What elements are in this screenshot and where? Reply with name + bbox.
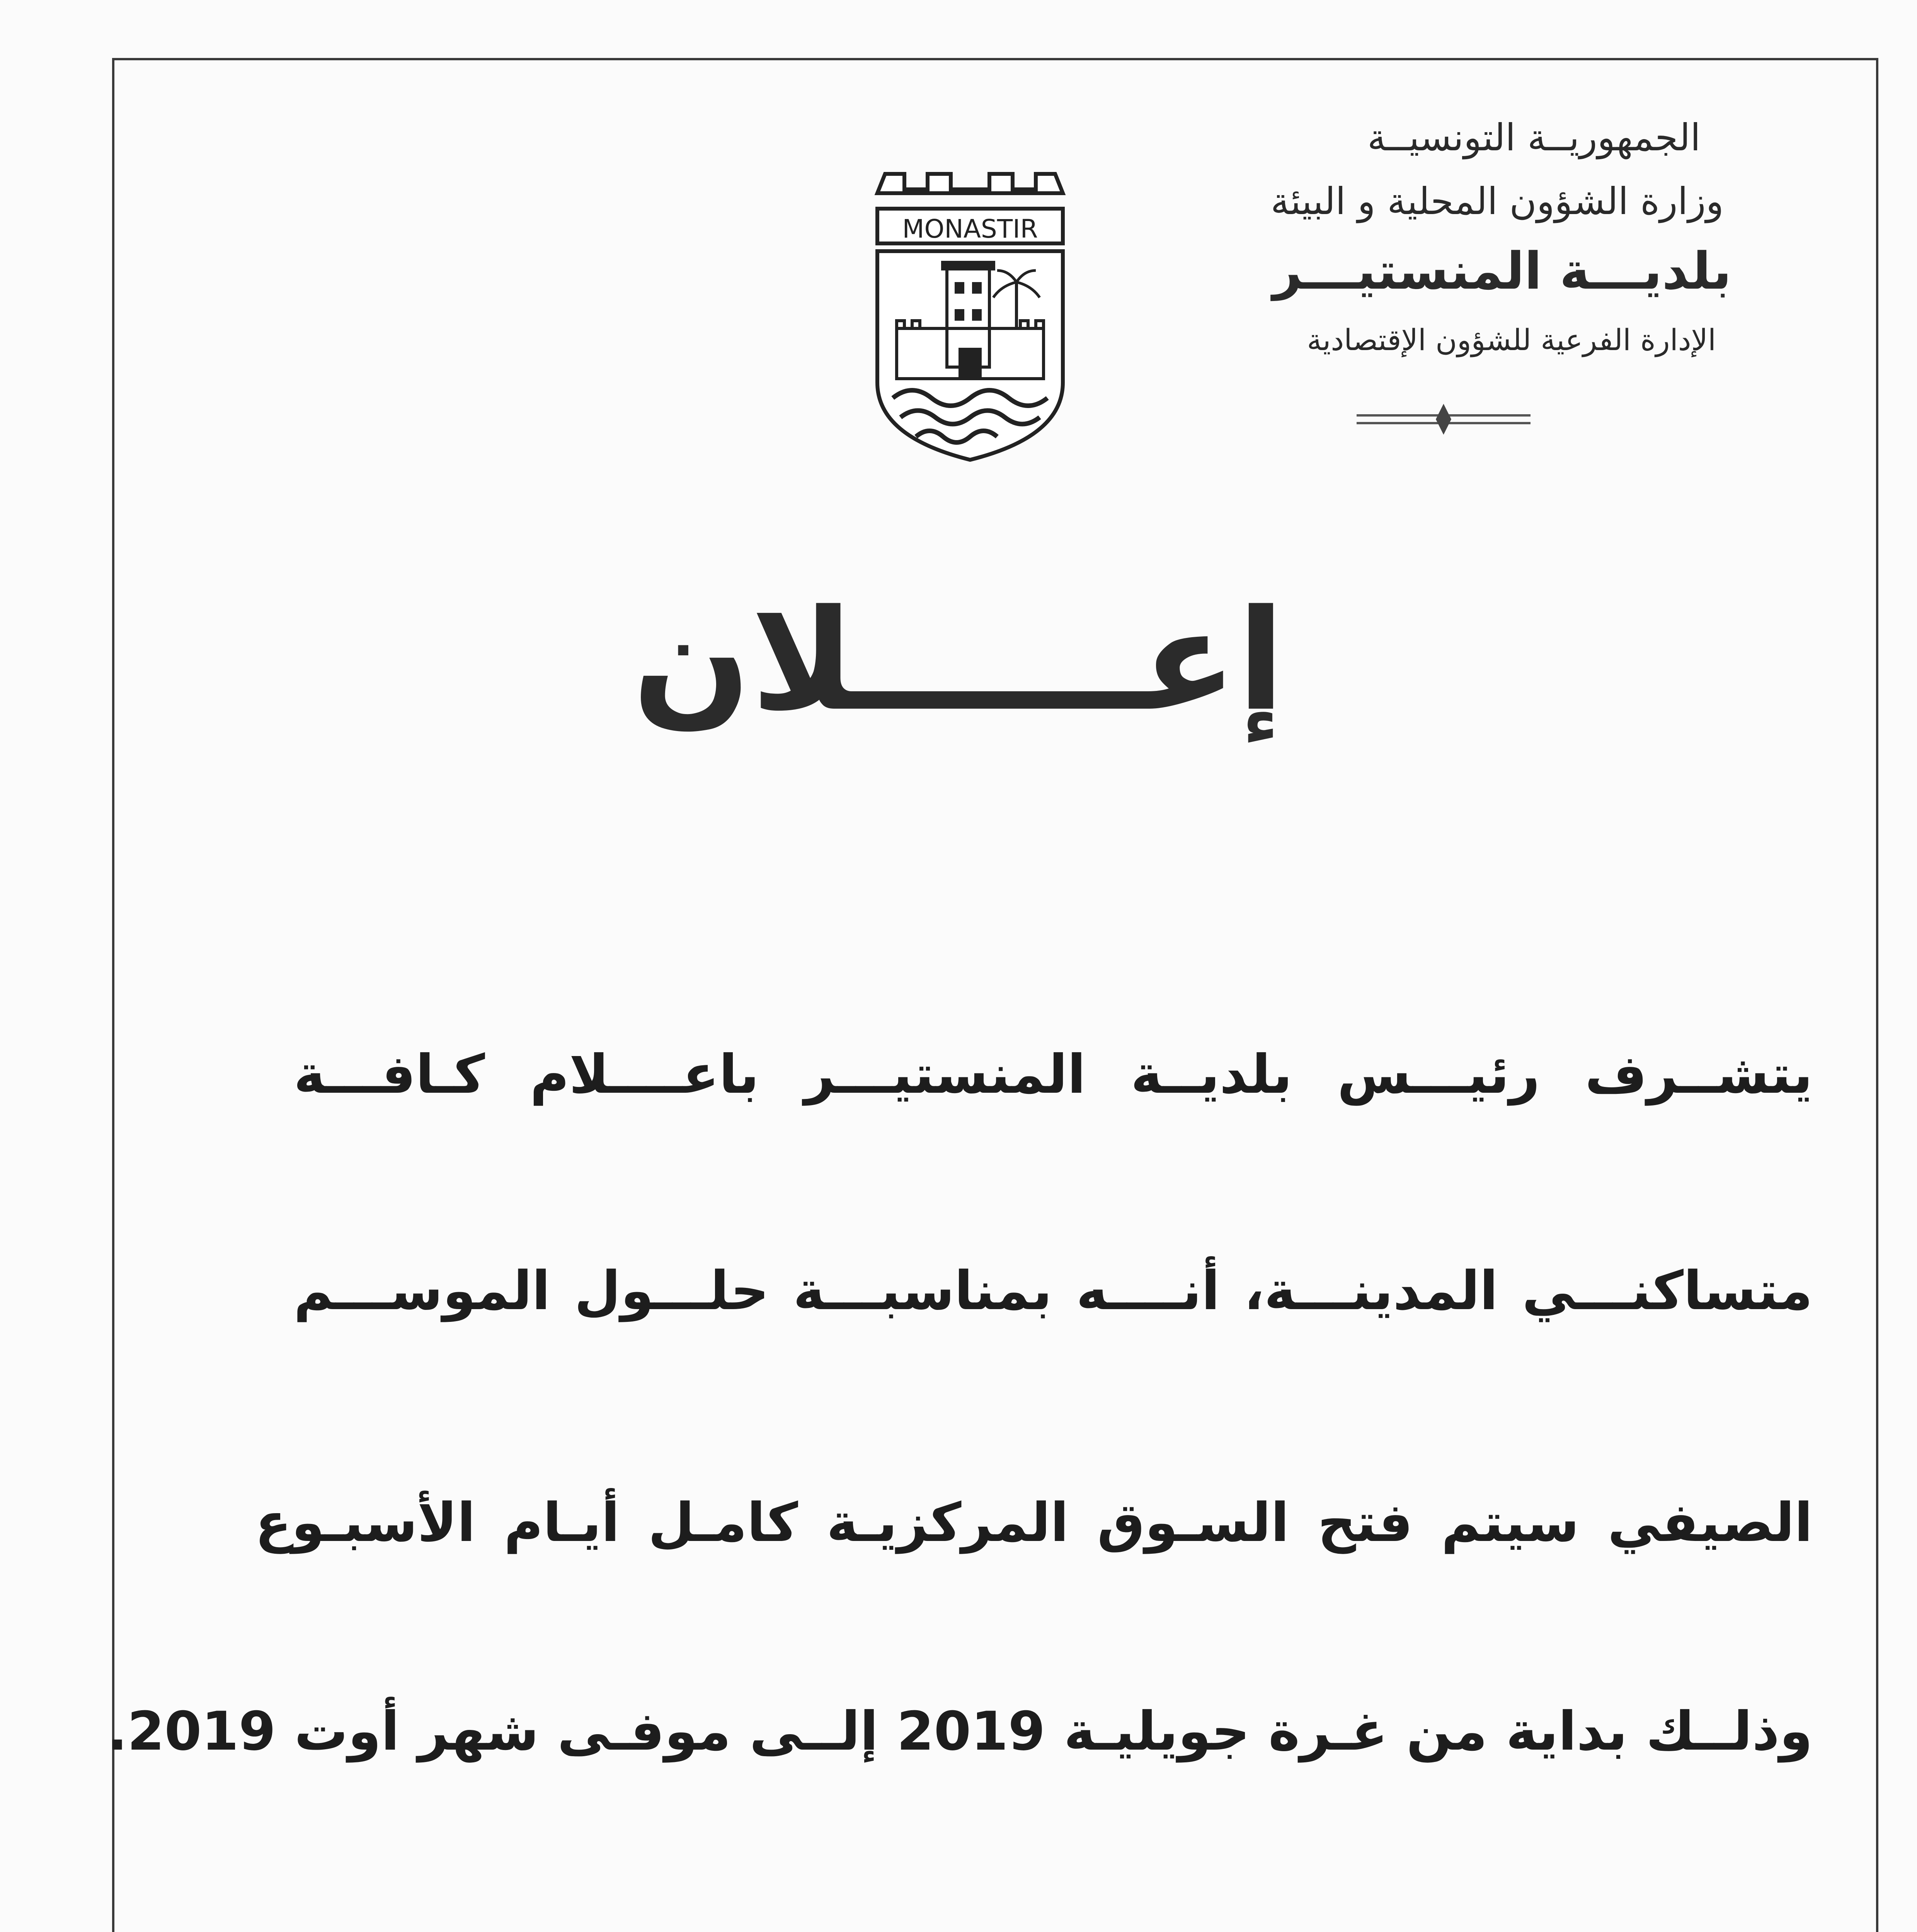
divider-ornament-icon — [1357, 402, 1531, 437]
notice-title: إعــــــلان — [632, 580, 1285, 742]
notice-line-3: الصيفي سيتم فتح السـوق المركزيـة كامـل أيـام الأسبـوع — [255, 1492, 1813, 1554]
header-department: الإدارة الفرعية للشؤون الإقتصادية — [1307, 323, 1716, 357]
header-municipality: بلديـــة المنستيـــر — [1272, 242, 1731, 301]
header-country: الجمهوريــة التونسيــة — [1367, 116, 1701, 159]
notice-line-2: متساكنـــي المدينـــة، أنــــه بمناسبـــة حلـــول الموســـم — [294, 1260, 1813, 1322]
notice-line-4: وذلــك بداية من غـرة جويليـة 2019 إلــى موفـى شهر أوت 2019. — [107, 1700, 1813, 1762]
notice-line-1: يتشــرف رئيـــس بلديــة المنستيـــر باعــــلام كـافـــة — [294, 1043, 1813, 1105]
monastir-crest-icon — [862, 166, 1078, 468]
header-ministry: وزارة الشؤون المحلية و البيئة — [1270, 180, 1724, 223]
crest-label: MONASTIR — [902, 214, 1038, 244]
